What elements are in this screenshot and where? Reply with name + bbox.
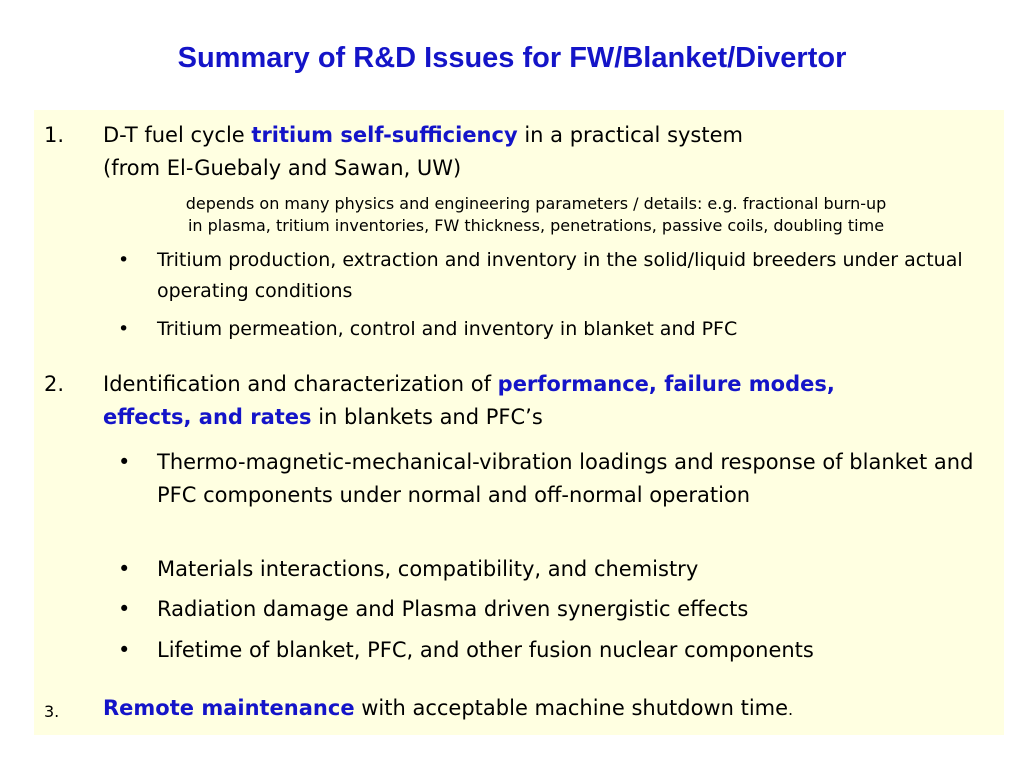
- item-number: 2.: [44, 372, 65, 396]
- note-line-2: in plasma, tritium inventories, FW thickness, penetrations, passive coils, doubling time: [187, 216, 885, 235]
- item-text-end: .: [788, 700, 794, 719]
- bullet-icon: •: [118, 557, 131, 581]
- item-text-pre: D-T fuel cycle: [103, 123, 252, 147]
- note-line-1: depends on many physics and engineering parameters / details: e.g. fractional burn-up: [185, 194, 887, 213]
- bullet-text: Lifetime of blanket, PFC, and other fusion nuclear components: [157, 638, 814, 662]
- bullet-item: [118, 593, 987, 626]
- bullet-text: Thermo-magnetic-mechanical-vibration loadings and response of blanket and PFC components under normal and off-normal operation: [157, 450, 974, 507]
- item-number: 1.: [44, 123, 65, 147]
- item-text-post: in blankets and PFC’s: [311, 405, 543, 429]
- item-highlight: effects, and rates: [103, 405, 312, 429]
- item-source: (from El-Guebaly and Sawan, UW): [103, 156, 462, 180]
- item-text-pre: Identification and characterization of: [103, 372, 498, 396]
- bullet-icon: •: [118, 638, 131, 662]
- item-text-post: in a practical system: [517, 123, 743, 147]
- item-note: [86, 193, 986, 237]
- bullet-icon: •: [118, 450, 131, 474]
- item-number: 3.: [44, 702, 60, 721]
- bullet-item: [118, 553, 987, 586]
- bullet-text: Materials interactions, compatibility, and chemistry: [157, 557, 699, 581]
- item-text-post: with acceptable machine shutdown time: [354, 696, 789, 720]
- bullet-icon: •: [118, 249, 130, 271]
- bullet-text: Tritium production, extraction and inventory in the solid/liquid breeders under actual operating conditions: [157, 249, 963, 302]
- item-highlight: performance, failure modes,: [497, 372, 835, 396]
- item-highlight: Remote maintenance: [103, 696, 355, 720]
- item-text: [103, 692, 983, 726]
- item-text: [103, 368, 983, 434]
- bullet-item: [118, 634, 987, 667]
- bullet-icon: •: [118, 597, 131, 621]
- item-highlight: tritium self-sufficiency: [251, 123, 518, 147]
- content-box: [34, 110, 1004, 735]
- bullet-text: Tritium permeation, control and inventory in blanket and PFC: [157, 318, 738, 340]
- bullet-item: [118, 245, 987, 307]
- bullet-text: Radiation damage and Plasma driven synergistic effects: [157, 597, 749, 621]
- bullet-icon: •: [118, 318, 130, 340]
- page-title: Summary of R&D Issues for FW/Blanket/Divertor: [177, 42, 847, 74]
- item-text: [103, 119, 983, 185]
- bullet-item: [118, 446, 987, 512]
- bullet-item: [118, 314, 987, 345]
